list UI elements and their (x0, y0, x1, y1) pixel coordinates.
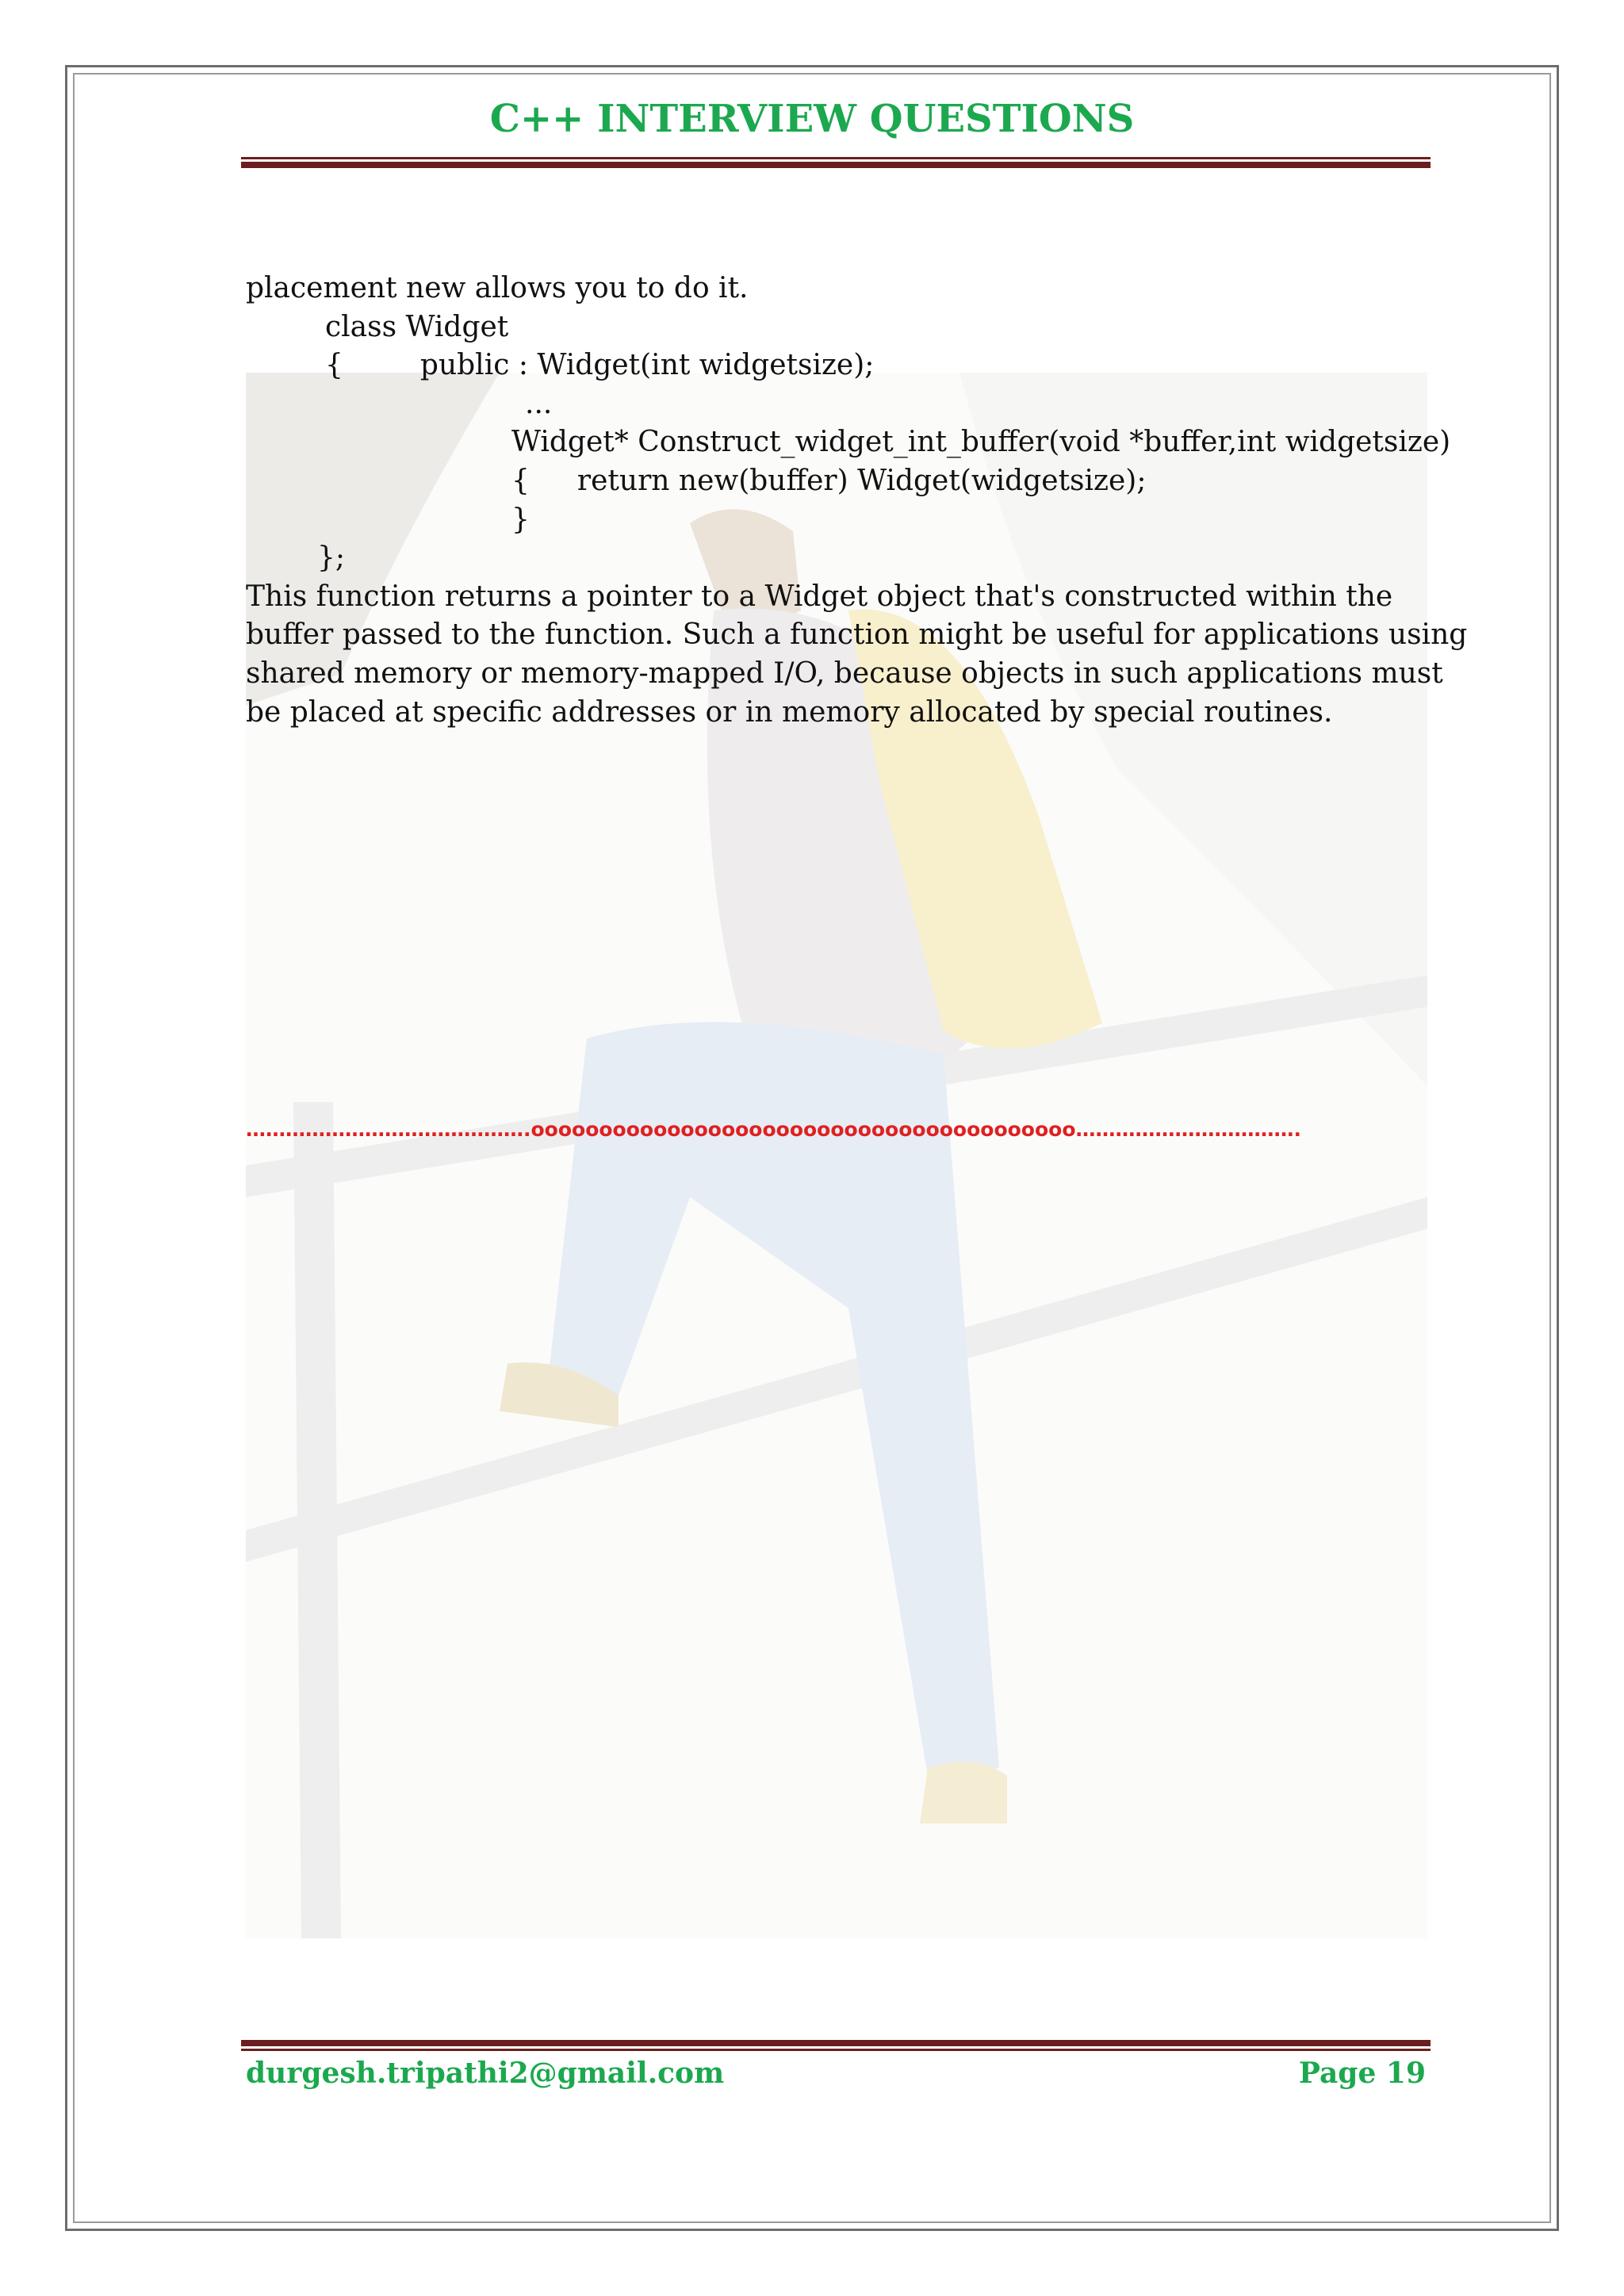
paragraph-line: shared memory or memory-mapped I/O, because objects in such applications must (246, 656, 1443, 690)
paragraph-line: This function returns a pointer to a Widget object that's constructed within the (246, 580, 1393, 613)
intro-line: placement new allows you to do it. (246, 272, 749, 304)
code-class-line: class Widget (325, 310, 509, 343)
section-separator: …………………………………….oooooooooooooooooooooooooooooooooooooooo……………………………. (246, 1118, 1302, 1141)
code-ellipsis: ... (525, 387, 553, 420)
code-public-line (246, 346, 1435, 385)
code-func-brace-open: { (511, 464, 530, 497)
main-content (246, 270, 1468, 732)
code-func-brace-close: } (511, 503, 530, 536)
code-class-close: }; (317, 541, 346, 575)
footer-page-number: Page 19 (1298, 2057, 1426, 2090)
paragraph-line: be placed at specific addresses or in memory allocated by special routines. (246, 695, 1333, 729)
code-func-signature: Widget* Construct_widget_int_buffer(void *buffer,int widgetsize) (511, 426, 1451, 459)
code-public-text: public : Widget(int widgetsize); (419, 349, 875, 382)
code-func-body-line (246, 462, 1435, 501)
code-func-body: return new(buffer) Widget(widgetsize); (576, 464, 1147, 497)
footer-rule (241, 2040, 1431, 2051)
footer-email: durgesh.tripathi2@gmail.com (246, 2057, 725, 2090)
header-title: C++ INTERVIEW QUESTIONS (489, 97, 1135, 141)
header-rule (241, 157, 1431, 168)
code-brace-open: { (325, 349, 343, 382)
paragraph-line: buffer passed to the function. Such a function might be useful for applications using (246, 618, 1468, 652)
